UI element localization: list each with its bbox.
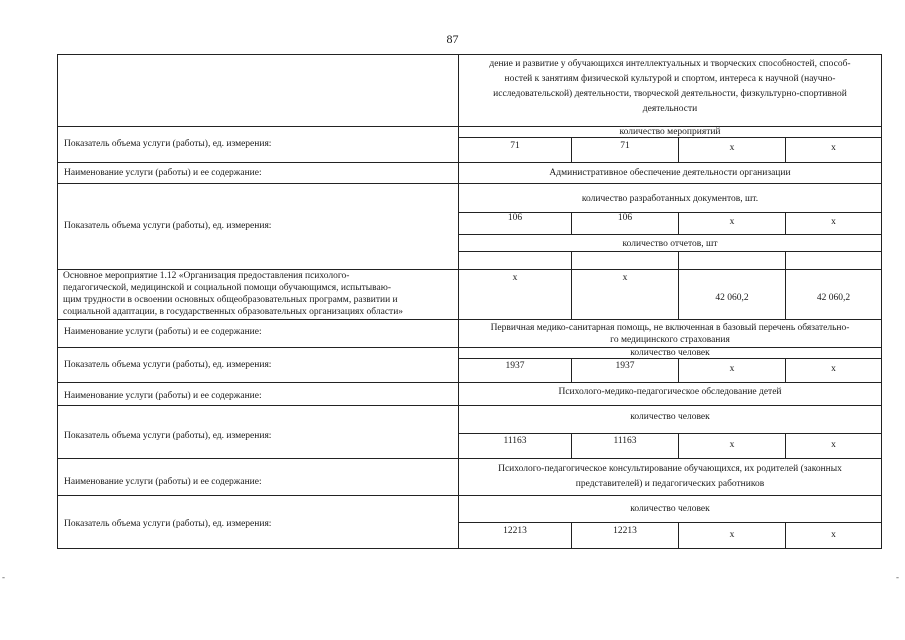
service-name-line: Психолого-педагогическое консультирование обучающихся, их родителей (законных	[498, 464, 842, 474]
subrow-line	[458, 433, 882, 434]
scan-mark: -	[2, 572, 5, 582]
table-divider-main	[458, 54, 459, 549]
service-name: Психолого-медико-педагогическое обследование детей	[558, 387, 782, 397]
row-line	[57, 319, 882, 320]
service-name-line: представителей) и педагогических работников	[575, 479, 765, 489]
value-cell: х	[729, 530, 735, 540]
col-line	[678, 251, 679, 319]
row-line	[57, 458, 882, 459]
value-cell: х	[512, 273, 518, 283]
indicator-label: Показатель объема услуги (работы), ед. измерения:	[64, 360, 272, 370]
value-cell: 11163	[503, 436, 527, 446]
value-cell: х	[622, 273, 628, 283]
value-cell: 71	[510, 141, 520, 151]
value-cell: х	[729, 217, 735, 227]
subrow-line	[458, 251, 882, 252]
service-label: Наименование услуги (работы) и ее содержание:	[64, 391, 262, 401]
unit-label: количество разработанных документов, шт.	[581, 194, 759, 204]
service-label: Наименование услуги (работы) и ее содержание:	[64, 327, 262, 337]
value-cell: 42 060,2	[715, 293, 749, 303]
page-number: 87	[446, 32, 459, 46]
value-cell: х	[729, 364, 735, 374]
indicator-label: Показатель объема услуги (работы), ед. измерения:	[64, 431, 272, 441]
indicator-label: Показатель объема услуги (работы), ед. измерения:	[64, 221, 272, 231]
value-cell: х	[831, 440, 836, 450]
subrow-line	[458, 522, 882, 523]
indicator-label: Показатель объема услуги (работы), ед. измерения:	[64, 139, 272, 149]
table-border-right	[881, 54, 882, 549]
value-cell: х	[831, 530, 836, 540]
row-line	[57, 405, 882, 406]
table-border-left	[57, 54, 58, 549]
service-name-line: го медицинского страхования	[610, 335, 730, 345]
value-cell: 42 060,2	[816, 293, 851, 303]
col-line	[571, 251, 572, 319]
value-cell: 1937	[615, 361, 635, 371]
row-line	[57, 183, 882, 184]
row-line	[57, 54, 882, 55]
text-line: дение и развитие у обучающихся интеллектуальных и творческих способностей, способ-	[489, 59, 851, 69]
value-cell: х	[729, 440, 735, 450]
value-cell: 106	[507, 213, 523, 223]
unit-label: количество человек	[630, 412, 710, 422]
unit-label: количество человек	[630, 504, 710, 514]
row-line	[57, 495, 882, 496]
service-name: Административное обеспечение деятельности организации	[549, 168, 791, 178]
text-line: ностей к занятиям физической культурой и спортом, интереса к научной (научно-	[504, 74, 836, 84]
row-line	[57, 548, 882, 549]
subrow-line	[458, 234, 882, 235]
text-line: социальной адаптации, в государственных образовательных организациях области»	[63, 307, 404, 317]
value-cell: 106	[617, 213, 633, 223]
value-cell: 12213	[613, 526, 637, 536]
text-line: деятельности	[642, 104, 698, 114]
text-line: исследовательской) деятельности, творческой деятельности, физкультурно-спортивной	[493, 89, 847, 99]
value-cell: х	[831, 143, 836, 153]
value-cell: 12213	[503, 526, 527, 536]
unit-label: количество человек	[630, 348, 710, 358]
row-line	[57, 162, 882, 163]
value-cell: 11163	[613, 436, 637, 446]
text-line: Основное мероприятие 1.12 «Организация предоставления психолого-	[63, 271, 350, 281]
scan-mark: -	[896, 572, 899, 582]
service-label: Наименование услуги (работы) и ее содержание:	[64, 477, 262, 487]
value-cell: 71	[620, 141, 630, 151]
col-line	[785, 251, 786, 319]
indicator-label: Показатель объема услуги (работы), ед. измерения:	[64, 519, 272, 529]
text-line: щим трудности в освоении основных общеобразовательных программ, развитии и	[63, 295, 398, 305]
row-line	[57, 382, 882, 383]
value-cell: 1937	[505, 361, 525, 371]
service-name-line: Первичная медико-санитарная помощь, не включенная в базовый перечень обязательно-	[490, 323, 850, 333]
unit-label: количество мероприятий	[619, 127, 721, 137]
value-cell: х	[831, 364, 836, 374]
unit-label: количество отчетов, шт	[622, 239, 718, 249]
service-label: Наименование услуги (работы) и ее содержание:	[64, 168, 262, 178]
value-cell: х	[831, 217, 836, 227]
text-line: педагогической, медицинской и социальной помощи обучающимся, испытываю-	[63, 283, 392, 293]
value-cell: х	[729, 143, 735, 153]
